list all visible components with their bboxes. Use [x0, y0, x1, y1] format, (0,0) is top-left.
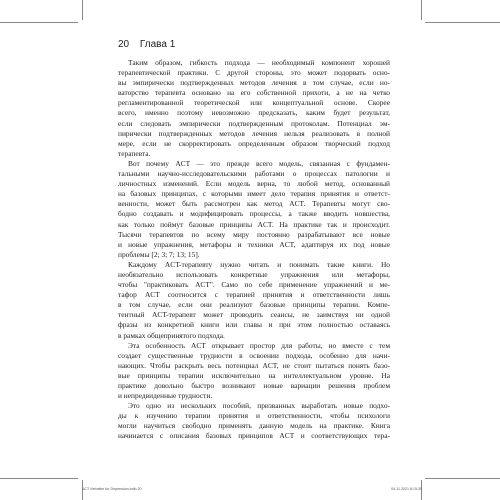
text-line: вые принципы терапии исключительно на интеллектуальном уровне. На	[118, 370, 390, 380]
text-line: тафор ACT соотносится с терапией принятия и ответственности лишь	[118, 290, 390, 300]
paragraph	[118, 58, 390, 159]
paragraph	[118, 159, 390, 260]
crop-mark	[0, 22, 78, 23]
text-line: Эта особенность ACT открывает простор для работы, но вместе с тем	[128, 340, 390, 350]
text-line: на базовых принципах, с которыми имеет дело терапия принятия и ответст-	[118, 189, 390, 199]
text-line: практике довольно быстро возникают новые вариации решения проблем	[118, 381, 390, 390]
text-line: как только поймут базовые принципы ACT. На практике так и происходит.	[118, 219, 390, 229]
text-line: и новые упражнения, метафоры и техники ACT, адаптируя их под новые	[118, 239, 390, 249]
text-line: ды к изучению терапии принятия и ответственности, чтобы психологи	[118, 411, 390, 421]
text-line: начинается с описания базовых принципов ACT и соответствующих тера-	[118, 431, 390, 441]
text-line: венности, может быть рассмотрен как метод ACT. Терапевты могут сво-	[118, 199, 390, 209]
text-line: мере, если не скорректировать определенным образом творческий подход	[118, 138, 390, 148]
text-line: необязательно использовать конкретные упражнения или метафоры,	[118, 269, 390, 279]
text-line: Вот почему ACT — это прежде всего модель, связанная с фундамен-	[128, 158, 390, 168]
text-line: всего, именно поэтому невозможно предсказать, каким будет результат,	[118, 108, 390, 118]
text-line: могли научиться свободно применять данную модель на практике. Книга	[118, 421, 390, 431]
text-line: Таким образом, гибкость подхода — необходимый компонент хорошей	[128, 58, 390, 67]
crop-mark	[82, 0, 83, 20]
text-line: Каждому ACT-терапевту нужно читать и понимать такие книги. Но	[128, 259, 390, 269]
text-line: создает существенные трудности в освоении подхода, особенно для начи-	[118, 350, 390, 360]
text-line: Это одно из нескольких пособий, призванных выработать новые подхо-	[128, 401, 390, 411]
text-line: в рамках общепринятого подхода.	[118, 330, 225, 340]
paragraph	[118, 401, 390, 441]
running-head	[118, 39, 175, 50]
text-line: тальными научно-исследовательскими работами о процессах патологии и	[118, 169, 390, 179]
crop-mark	[421, 0, 422, 20]
text-line: Тысячи терапевтов по всему миру постоянно разрабатывают все новые	[118, 229, 390, 239]
text-line: терапевтической практики. С другой стороны, это может подорвать осно-	[118, 68, 390, 78]
text-line: чтобы "практиковать ACT". Само по себе применение упражнений и ме-	[118, 280, 390, 290]
page-number: 20	[118, 39, 130, 50]
paragraph	[118, 260, 390, 341]
text-line: ваторство терапевта основано на его собственной прихоти, а не на четко	[118, 88, 390, 98]
text-line: пирически подтвержденных методов лечения нельзя реализовать в полной	[118, 128, 390, 138]
crop-mark	[425, 22, 500, 23]
text-line: тентный ACT-терапевт может проводить сеансы, не заимствуя ни одной	[118, 310, 390, 320]
text-line: фразы из конкретной книги или главы и при этом полностью оставаясь	[118, 320, 390, 330]
text-line: проблемы [2; 3; 7; 13; 15].	[118, 249, 200, 259]
text-line: регламентированной теоретической или концептуальной основе. Скорее	[118, 98, 390, 108]
paragraph	[118, 341, 390, 402]
chapter-title: Глава 1	[139, 39, 176, 50]
text-line: если следовать эмпирически подтвержденным протоколам. Потенциал эм-	[118, 118, 390, 128]
text-line: личностных изменений. Если модель верна, то любой метод, основанный	[118, 179, 390, 189]
slug-timestamp: 04.11.2021 8:15:35	[391, 487, 422, 491]
text-line: нающих. Чтобы раскрыть весь потенциал ACT, не стоит пытаться понять базо-	[118, 360, 390, 370]
crop-mark	[0, 478, 78, 479]
text-line: терапевта.	[118, 148, 151, 158]
text-line: и непредвиденные трудности.	[118, 391, 213, 401]
slug-filename: ACT Verbatim for Depression.indb 20	[82, 487, 142, 491]
crop-mark	[425, 478, 500, 479]
text-line: в том случае, если они реализуют базовые принципы терапии. Компе-	[118, 300, 390, 310]
text-line: бодно создавать и модифицировать процессы, а также вводить новшества,	[118, 209, 390, 219]
text-line: вы эмпирически подтвержденных методов лечения в том случае, если но-	[118, 78, 390, 88]
body-text	[118, 58, 390, 442]
